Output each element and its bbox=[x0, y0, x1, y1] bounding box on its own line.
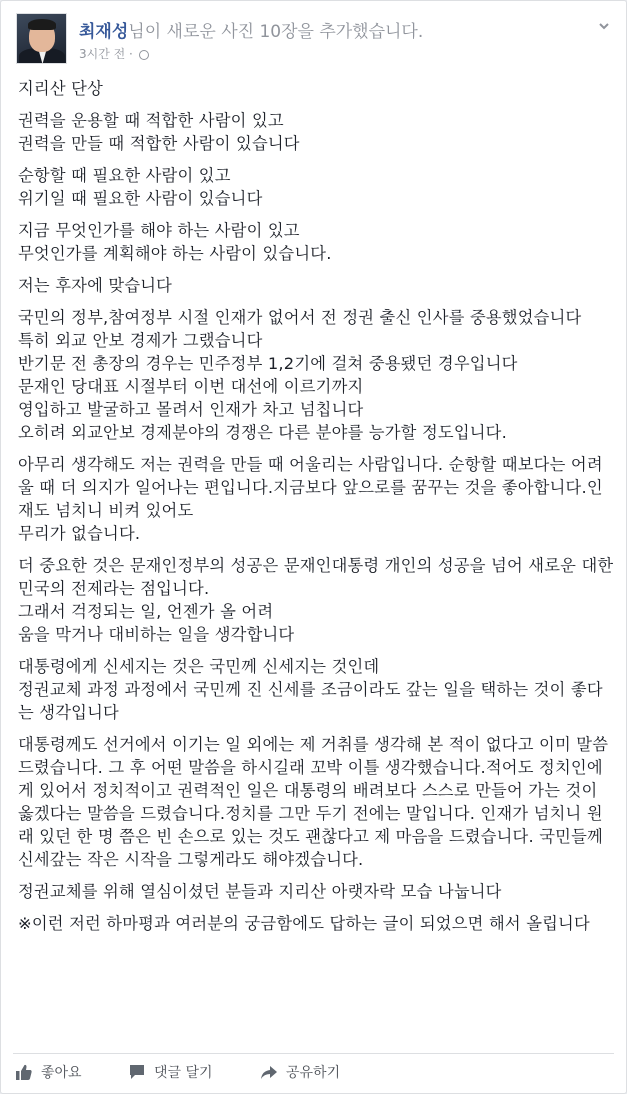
post-paragraph: ※이런 저런 하마평과 여러분의 궁금함에도 답하는 글이 되었으면 해서 올립니다 bbox=[18, 914, 590, 933]
like-label: 좋아요 bbox=[41, 1065, 82, 1081]
share-button[interactable] bbox=[260, 1062, 340, 1082]
post-paragraph: 권력을 운용할 때 적합한 사람이 있고 권력을 만들 때 적합한 사람이 있습니다 bbox=[18, 111, 300, 153]
avatar[interactable] bbox=[16, 13, 67, 64]
post-paragraph: 순항할 때 필요한 사람이 있고 위기일 때 필요한 사람이 있습니다 bbox=[18, 166, 263, 208]
post-paragraph: 저는 후자에 맞습니다 bbox=[18, 276, 173, 295]
post-timestamp[interactable]: 3시간 전 · bbox=[79, 47, 137, 61]
post-header bbox=[16, 13, 611, 63]
comment-icon bbox=[128, 1063, 146, 1081]
action-divider bbox=[13, 1053, 614, 1054]
comment-label: 댓글 달기 bbox=[154, 1065, 213, 1081]
chevron-down-icon[interactable] bbox=[597, 19, 611, 33]
author-name-link[interactable]: 최재성 bbox=[79, 22, 129, 42]
post-paragraph: 국민의 정부,참여정부 시절 인재가 없어서 전 정권 출신 인사를 중용했었습니다 특히 외교 안보 경제가 그랬습니다 반기문 전 총장의 경우는 민주정부 1,2기에 걸쳐 중용됐던 경우입니다 문재인 당대표 시절부터 이번 대선에 이르기까지 영입하고 발굴하고 몰려서 인재가 차고 넘칩니다 오히려 외교안보 경제분야의 경쟁은 다른 분야를 능가할 정도입니다. bbox=[18, 308, 582, 442]
thumbs-up-icon bbox=[15, 1063, 33, 1081]
comment-button[interactable] bbox=[128, 1062, 213, 1082]
like-button[interactable] bbox=[15, 1062, 82, 1082]
post-paragraph: 대통령에게 신세지는 것은 국민께 신세지는 것인데 정권교체 과정 과정에서 국민께 진 신세를 조금이라도 갚는 일을 택하는 것이 좋다는 생각입니다 bbox=[18, 657, 603, 722]
post-paragraph: 지금 무엇인가를 해야 하는 사람이 있고 무엇인가를 계획해야 하는 사람이 있습니다. bbox=[18, 221, 332, 263]
post-action-text: 님이 새로운 사진 10장을 추가했습니다. bbox=[128, 22, 424, 42]
globe-icon[interactable] bbox=[139, 50, 149, 60]
post-paragraph: 정권교체를 위해 열심이셨던 분들과 지리산 아랫자락 모습 나눕니다 bbox=[18, 882, 502, 901]
post-headline bbox=[79, 17, 423, 42]
post-paragraph: 아무리 생각해도 저는 권력을 만들 때 어울리는 사람입니다. 순항할 때보다는 어려울 때 더 의지가 일어나는 편입니다.지금보다 앞으로를 꿈꾸는 것을 좋아합니다.인재도 넘치니 비켜 있어도 무리가 없습니다. bbox=[18, 455, 603, 543]
post-paragraph: 지리산 단상 bbox=[18, 79, 104, 98]
post-meta bbox=[79, 45, 149, 62]
share-label: 공유하기 bbox=[286, 1065, 341, 1081]
post-body bbox=[18, 77, 614, 944]
share-arrow-icon bbox=[260, 1063, 278, 1081]
post-paragraph: 더 중요한 것은 문재인정부의 성공은 문재인대통령 개인의 성공을 넘어 새로운 대한민국의 전제라는 점입니다. 그래서 걱정되는 일, 언젠가 올 어려 움을 막거나 대비하는 일을 생각합니다 bbox=[18, 556, 614, 644]
post-paragraph: 대통령께도 선거에서 이기는 일 외에는 제 거취를 생각해 본 적이 없다고 이미 말씀드렸습니다. 그 후 어떤 말씀을 하시길래 꼬박 이틀 생각했습니다.적어도 정치인에게 있어서 정치적이고 권력적인 일은 대통령의 배려보다 스스로 만들어 가는 것이 옳겠다는 말씀을 드렸습니다.정치를 그만 두기 전에는 말입니다. 인재가 넘치니 원래 있던 한 명 쯤은 빈 손으로 있는 것도 괜찮다고 제 마음을 드렸습니다. 국민들께 신세갚는 작은 시작을 그렇게라도 해야겠습니다. bbox=[18, 735, 609, 869]
